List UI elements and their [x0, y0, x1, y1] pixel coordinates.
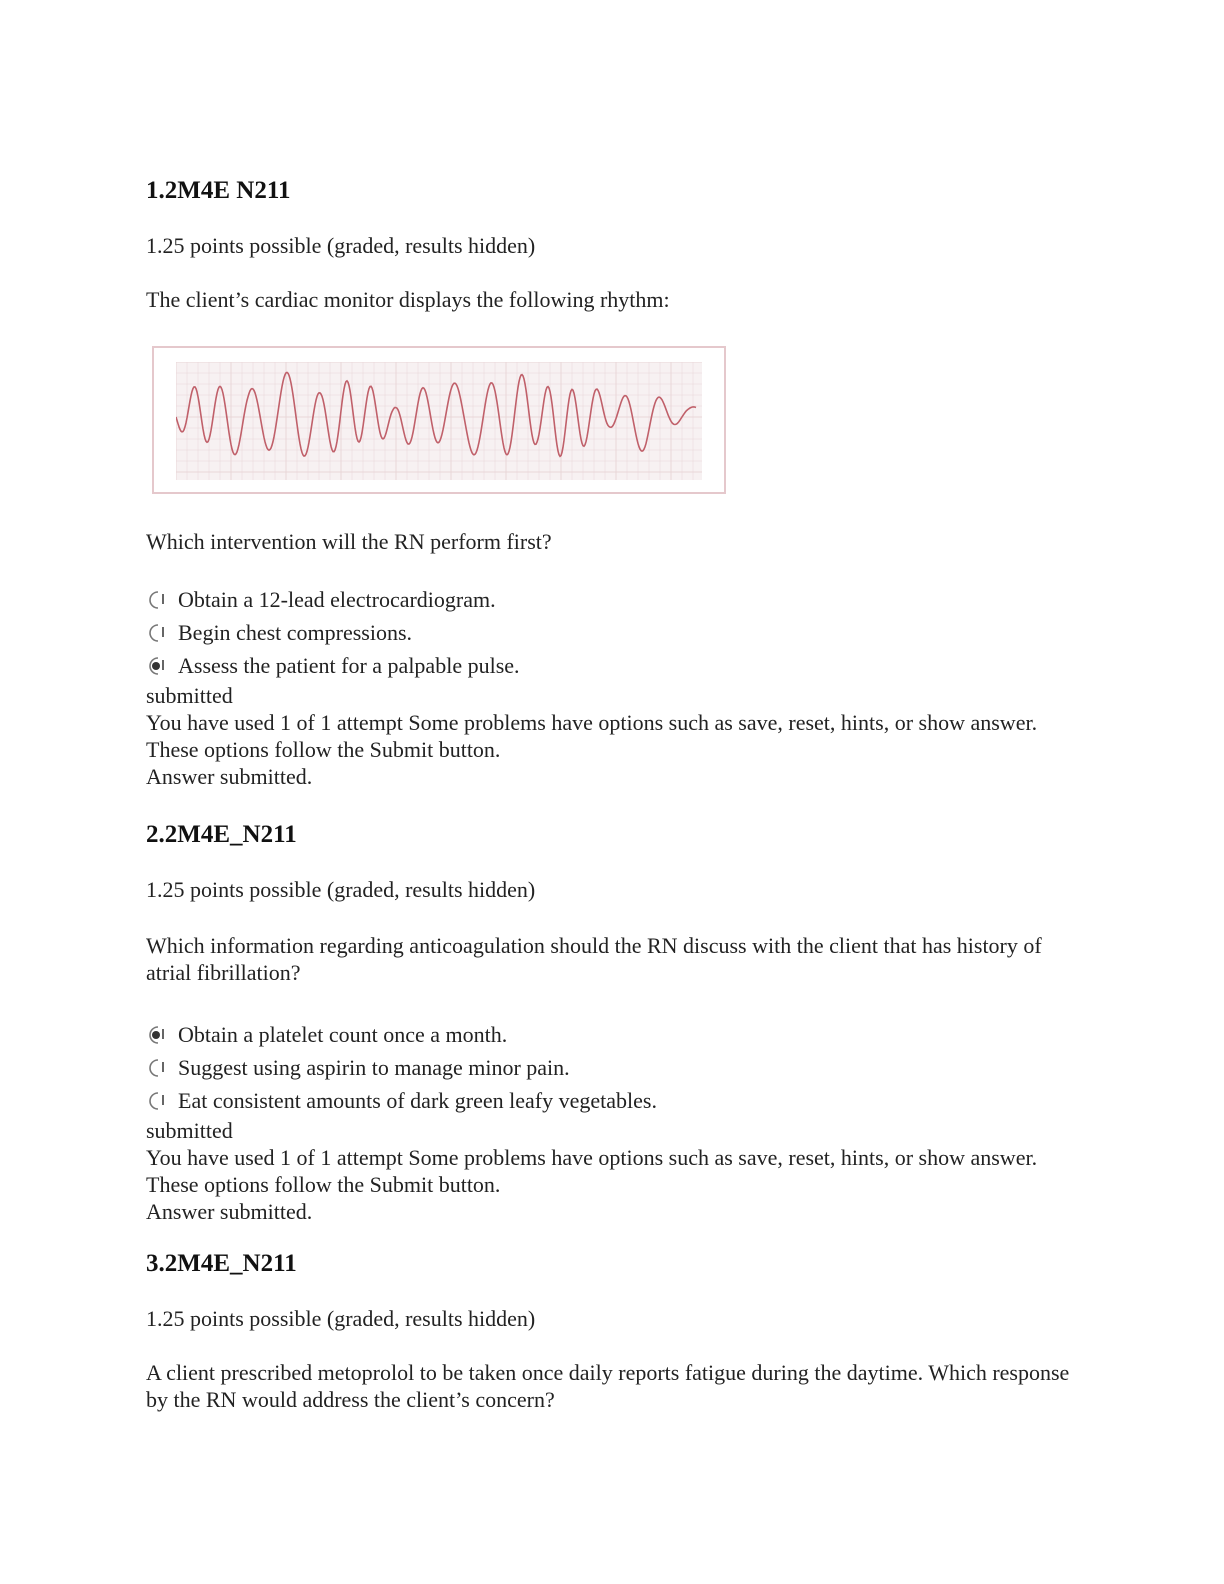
- question-title: 1.2M4E N211: [146, 177, 291, 204]
- question-1-body: [146, 528, 1076, 790]
- radio-unselected-icon[interactable]: [146, 1057, 168, 1079]
- question-prompt: A client prescribed metoprolol to be taken once daily reports fatigue during the daytime. Which response by the RN would address the client’s concern?: [146, 1360, 1070, 1412]
- option-label: Obtain a 12-lead electrocardiogram.: [178, 587, 496, 612]
- attempts-info: You have used 1 of 1 attempt Some problems have options such as save, reset, hints, or show answer. These options follow the Submit button.: [146, 1145, 1038, 1197]
- submission-result: Answer submitted.: [146, 764, 313, 789]
- points-possible: 1.25 points possible (graded, results hidden): [146, 877, 536, 902]
- submission-result: Answer submitted.: [146, 1199, 313, 1224]
- option-chest-compressions[interactable]: [146, 616, 1076, 649]
- question-3: [146, 1249, 1076, 1413]
- question-title: 3.2M4E_N211: [146, 1250, 297, 1277]
- radio-unselected-icon[interactable]: [146, 622, 168, 644]
- option-label: Assess the patient for a palpable pulse.: [178, 653, 520, 678]
- answer-options: [146, 583, 1076, 682]
- option-label: Suggest using aspirin to manage minor pain.: [178, 1055, 570, 1080]
- option-label: Obtain a platelet count once a month.: [178, 1022, 508, 1047]
- radio-selected-icon[interactable]: [146, 655, 168, 677]
- ecg-rhythm-image: [176, 362, 702, 480]
- question-1: [146, 176, 1076, 313]
- radio-unselected-icon[interactable]: [146, 589, 168, 611]
- attempts-info: You have used 1 of 1 attempt Some problems have options such as save, reset, hints, or show answer. These options follow the Submit button.: [146, 710, 1038, 762]
- radio-selected-icon[interactable]: [146, 1024, 168, 1046]
- submission-status: submitted: [146, 683, 233, 708]
- question-stem: The client’s cardiac monitor displays the following rhythm:: [146, 287, 670, 312]
- option-platelet-count[interactable]: [146, 1018, 1076, 1051]
- option-aspirin[interactable]: [146, 1051, 1076, 1084]
- answer-options: [146, 1018, 1076, 1117]
- points-possible: 1.25 points possible (graded, results hidden): [146, 1306, 536, 1331]
- option-assess-pulse[interactable]: [146, 649, 1076, 682]
- option-12-lead-ecg[interactable]: [146, 583, 1076, 616]
- option-label: Begin chest compressions.: [178, 620, 413, 645]
- question-prompt: Which information regarding anticoagulation should the RN discuss with the client that has history of atrial fibrillation?: [146, 933, 1042, 985]
- radio-unselected-icon[interactable]: [146, 1090, 168, 1112]
- option-leafy-vegetables[interactable]: [146, 1084, 1076, 1117]
- question-2: [146, 820, 1076, 1225]
- points-possible: 1.25 points possible (graded, results hidden): [146, 233, 536, 258]
- question-prompt: Which intervention will the RN perform first?: [146, 529, 552, 554]
- ecg-rhythm-strip: [152, 346, 726, 494]
- question-title: 2.2M4E_N211: [146, 821, 297, 848]
- submission-status: submitted: [146, 1118, 233, 1143]
- option-label: Eat consistent amounts of dark green leafy vegetables.: [178, 1088, 657, 1113]
